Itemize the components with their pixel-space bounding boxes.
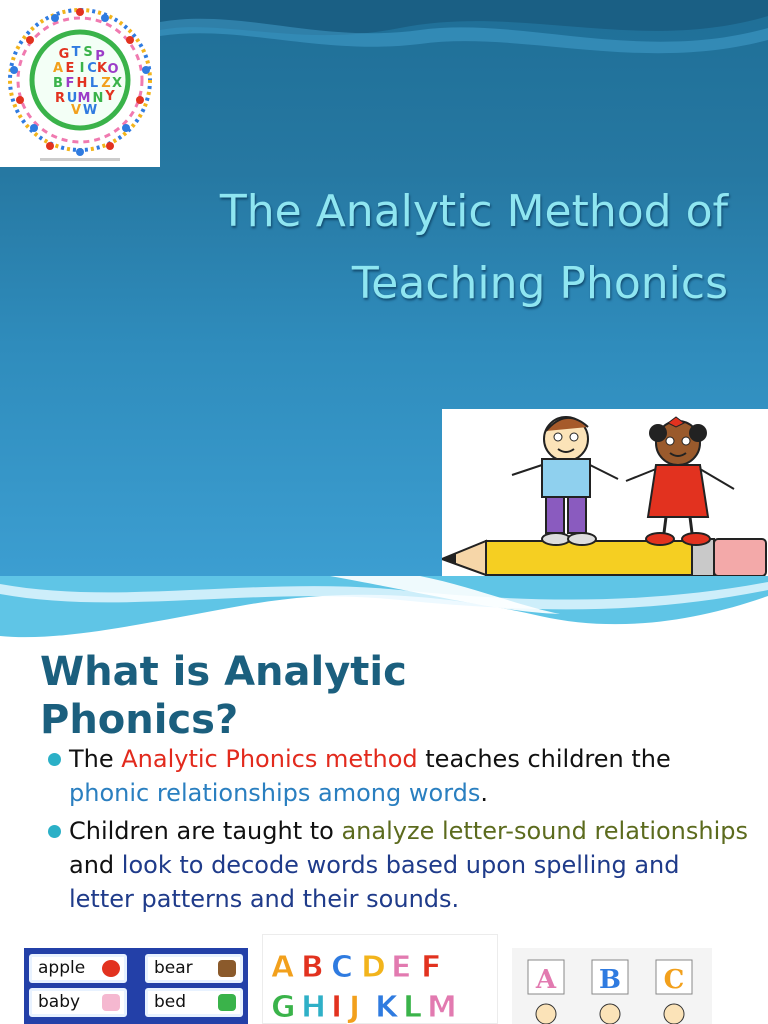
svg-text:X: X <box>111 76 123 91</box>
svg-text:H: H <box>76 76 88 91</box>
word-card-label: bear <box>154 958 193 978</box>
content-slide <box>0 576 768 1024</box>
word-card-bear <box>145 954 243 983</box>
round-bullet-icon <box>48 753 61 766</box>
svg-text:K: K <box>375 990 399 1024</box>
svg-text:A: A <box>271 950 295 985</box>
svg-text:I: I <box>331 990 343 1024</box>
bullet-text: The <box>69 745 122 773</box>
svg-text:F: F <box>65 76 75 91</box>
svg-text:E: E <box>391 950 412 985</box>
svg-text:O: O <box>107 62 119 77</box>
word-card-bed <box>145 988 243 1017</box>
bullet-text: . <box>480 779 489 807</box>
svg-text:G: G <box>58 47 70 62</box>
svg-text:L: L <box>403 990 423 1024</box>
svg-text:T: T <box>71 45 81 60</box>
svg-text:D: D <box>361 950 386 985</box>
svg-text:L: L <box>89 76 99 91</box>
svg-text:F: F <box>421 950 442 985</box>
svg-text:M: M <box>427 990 457 1024</box>
kids-on-pencil-image <box>442 409 768 576</box>
word-cards-image <box>24 948 248 1024</box>
highlight-letter-sound: analyze letter-sound relationships <box>341 817 749 845</box>
alphabet-logo-image <box>0 0 160 167</box>
svg-text:U: U <box>66 91 78 106</box>
svg-text:A: A <box>535 965 557 995</box>
heading-line-2: Phonics? <box>40 697 239 743</box>
bullet-list <box>48 742 748 920</box>
alphabet-letters-image <box>262 934 498 1024</box>
bed-icon <box>218 994 236 1011</box>
bear-icon <box>218 960 236 977</box>
svg-text:C: C <box>331 950 354 985</box>
svg-text:C: C <box>87 61 97 76</box>
svg-text:V: V <box>70 103 82 118</box>
bullet-item <box>48 742 748 810</box>
kids-on-pencil-icon <box>442 409 768 576</box>
word-card-apple <box>29 954 127 983</box>
svg-text:W: W <box>82 103 98 118</box>
svg-text:B: B <box>301 950 324 985</box>
svg-text:E: E <box>65 61 75 76</box>
bullet-text: and <box>69 851 122 879</box>
round-bullet-icon <box>48 825 61 838</box>
svg-text:R: R <box>54 91 66 106</box>
apple-icon <box>102 960 120 977</box>
word-card-label: bed <box>154 992 187 1012</box>
bullet-item <box>48 814 748 916</box>
svg-text:M: M <box>77 91 91 106</box>
svg-text:Y: Y <box>105 89 115 104</box>
svg-text:J: J <box>349 990 361 1024</box>
highlight-decode-words: look to decode words based upon spelling and letter patterns and their sounds. <box>69 851 680 913</box>
bullet-text: teaches children the <box>417 745 671 773</box>
slide-title <box>48 176 728 320</box>
word-card-label: baby <box>38 992 81 1012</box>
bullet-text: Children are taught to <box>69 817 342 845</box>
kids-holding-letters-icon <box>512 948 712 1024</box>
svg-text:K: K <box>96 61 108 76</box>
svg-text:C: C <box>663 965 685 995</box>
kids-holding-letters-image <box>512 948 712 1024</box>
title-line-2: Teaching Phonics <box>351 258 728 309</box>
svg-text:G: G <box>271 990 296 1024</box>
alphabet-letters-icon <box>263 935 499 1024</box>
svg-text:B: B <box>599 965 621 995</box>
title-line-1: The Analytic Method of <box>219 186 728 237</box>
svg-text:A: A <box>52 61 64 76</box>
svg-text:H: H <box>301 990 327 1024</box>
alphabet-circle-logo-icon <box>0 0 160 167</box>
wave-decoration <box>0 576 768 646</box>
svg-text:I: I <box>79 61 85 76</box>
heading-line-1: What is Analytic <box>40 649 407 695</box>
word-card-baby <box>29 988 127 1017</box>
svg-text:P: P <box>95 49 105 64</box>
word-card-label: apple <box>38 958 86 978</box>
svg-text:N: N <box>92 91 104 106</box>
svg-text:Z: Z <box>101 76 111 91</box>
svg-text:B: B <box>53 76 63 91</box>
svg-text:S: S <box>83 45 93 60</box>
highlight-analytic-phonics-method: Analytic Phonics method <box>121 745 418 773</box>
highlight-phonic-relationships: phonic relationships among words <box>69 779 481 807</box>
baby-icon <box>102 994 120 1011</box>
slide-heading <box>40 648 560 744</box>
